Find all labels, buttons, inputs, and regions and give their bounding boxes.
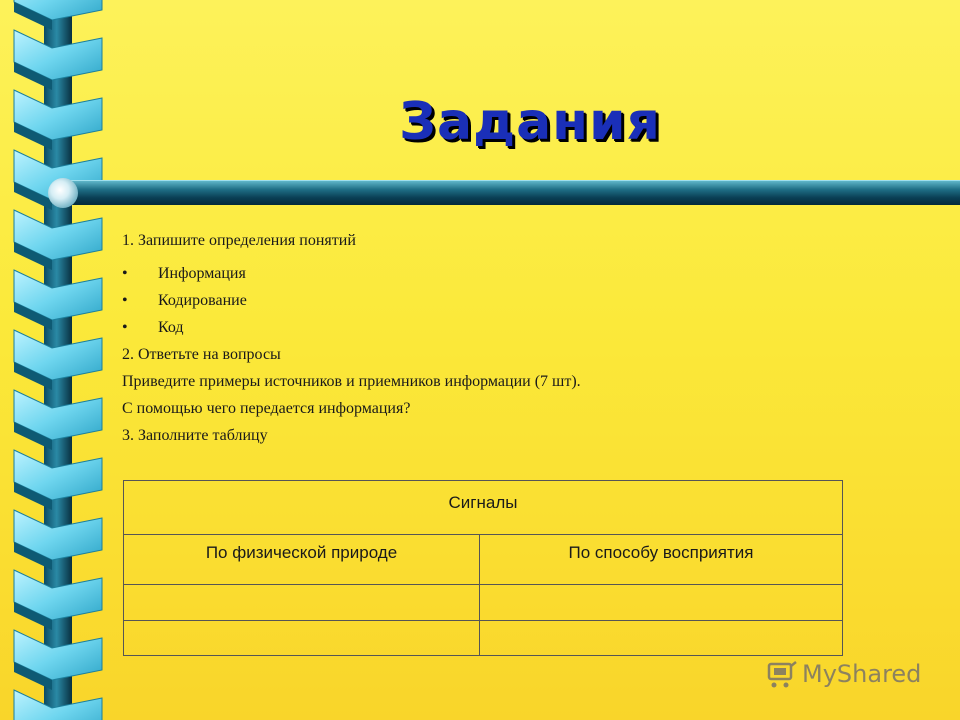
title-divider [60, 180, 960, 205]
spiral-decoration [0, 0, 110, 720]
task-2: 2. Ответьте на вопросы [122, 346, 281, 363]
table-header-cell: Сигналы [448, 493, 518, 512]
slide-title: Задания [399, 92, 661, 152]
signals-table [123, 480, 843, 656]
bullet-text: Информация [158, 265, 246, 282]
task-1: 1. Запишите определения понятий [122, 232, 356, 249]
cart-icon [766, 658, 798, 690]
divider-knob [48, 178, 78, 208]
table-subheader-row [124, 535, 842, 585]
table-cell[interactable] [124, 621, 480, 655]
bullet-text: Код [158, 319, 184, 336]
watermark-text: MyShared [802, 660, 922, 688]
watermark [766, 656, 921, 692]
question-1: Приведите примеры источников и приемников информации (7 шт). [122, 373, 581, 390]
bullet-text: Кодирование [158, 292, 247, 309]
bullet-icon: • [122, 319, 128, 336]
column-header-perception: По способу восприятия [568, 543, 754, 562]
column-header-physical: По физической природе [124, 535, 480, 584]
table-cell[interactable] [124, 585, 480, 620]
table-header-row [124, 481, 842, 535]
table-cell[interactable] [480, 585, 842, 620]
table-row [124, 621, 842, 655]
task-3: 3. Заполните таблицу [122, 427, 268, 444]
bullet-icon: • [122, 265, 128, 282]
table-cell[interactable] [480, 621, 842, 655]
bullet-icon: • [122, 292, 128, 309]
table-row [124, 585, 842, 621]
question-2: С помощью чего передается информация? [122, 400, 411, 417]
